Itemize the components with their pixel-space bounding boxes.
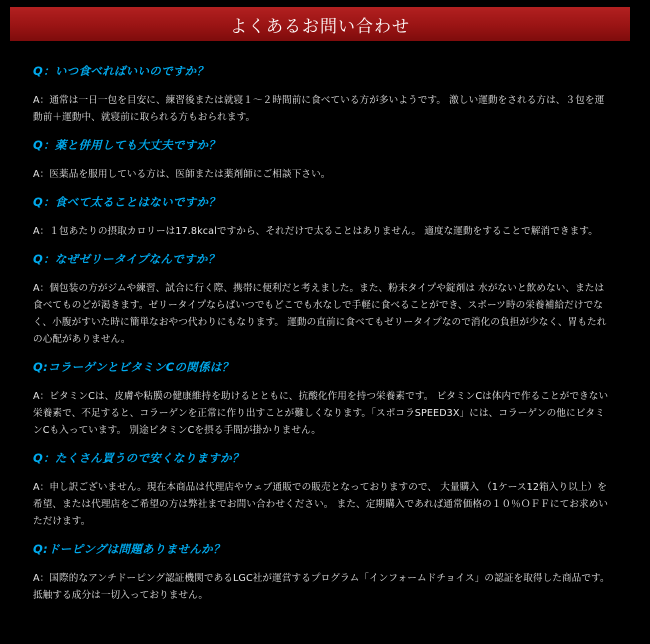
faq-item bbox=[33, 137, 613, 183]
faq-answer: A：通常は一日一包を目安に、練習後または就寝１～２時間前に食べている方が多いようです。 激しい運動をされる方は、３包を運動前＋運動中、就寝前に取られる方もおられます。 bbox=[33, 95, 605, 123]
faq-question: Q:ドーピングは問題ありませんか？ bbox=[33, 542, 225, 556]
faq-answer: A：医薬品を服用している方は、医師または薬剤師にご相談下さい。 bbox=[33, 169, 331, 180]
faq-list bbox=[33, 63, 613, 604]
faq-item bbox=[33, 450, 613, 530]
faq-answer: A：個包装の方がジムや練習、試合に行く際、携帯に便利だと考えました。また、粉末タイプや錠剤は 水がないと飲めない、または食べてものどが渇きます。ゼリータイプならばいつでもどこでも水なしで手軽に食べることができ、スポーツ時の栄養補給だけでなく、小腹がすいた時に簡単なおやつ代わりにもなります。 運動の直前に食べてもゼリータイプなので消化の負担が少なく、胃もたれの心配がありません。 bbox=[33, 283, 607, 345]
faq-question: Q：食べて太ることはないですか？ bbox=[33, 195, 221, 209]
faq-answer: A：国際的なアンチドーピング認証機関であるLGC社が運営するプログラム「インフォームドチョイス」の認証を取得した商品です。 抵触する成分は一切入っておりません。 bbox=[33, 573, 610, 601]
faq-answer: A：ビタミンCは、皮膚や粘膜の健康維持を助けるとともに、抗酸化作用を持つ栄養素です。 ビタミンCは体内で作ることができない栄養素で、不足すると、コラーゲンを正常に作り出すことが難しくなります。「スポコラSPEED3X」には、コラーゲンの他にビタミンCも入っています。 別途ビタミンCを摂る手間が掛かりません。 bbox=[33, 391, 609, 436]
faq-answer: A：申し訳ございません。現在本商品は代理店やウェブ通販での販売となっておりますので、 大量購入 （1ケース12箱入り以上）を希望、または代理店をご希望の方は弊社までお問い合わせください。 また、定期購入であれば通常価格の１０％ＯＦＦにてお求めいただけます。 bbox=[33, 482, 609, 527]
faq-item bbox=[33, 63, 613, 126]
faq-item bbox=[33, 541, 613, 604]
page-title: よくあるお問い合わせ bbox=[230, 16, 410, 37]
faq-item bbox=[33, 359, 613, 439]
faq-question: Q：たくさん買うので安くなりますか？ bbox=[33, 451, 244, 465]
faq-question: Q：薬と併用しても大丈夫ですか？ bbox=[33, 138, 221, 152]
faq-item bbox=[33, 251, 613, 348]
faq-question: Q:コラーゲンとビタミンCの関係は？ bbox=[33, 360, 234, 374]
faq-answer: A：１包あたりの摂取カロリーは17.8kcalですから、それだけで太ることはありません。 適度な運動をすることで解消できます。 bbox=[33, 226, 598, 237]
page-title-banner bbox=[10, 7, 630, 41]
faq-question: Q：いつ食べればいいのですか？ bbox=[33, 64, 209, 78]
faq-item bbox=[33, 194, 613, 240]
faq-question: Q：なぜゼリータイプなんですか？ bbox=[33, 252, 220, 266]
